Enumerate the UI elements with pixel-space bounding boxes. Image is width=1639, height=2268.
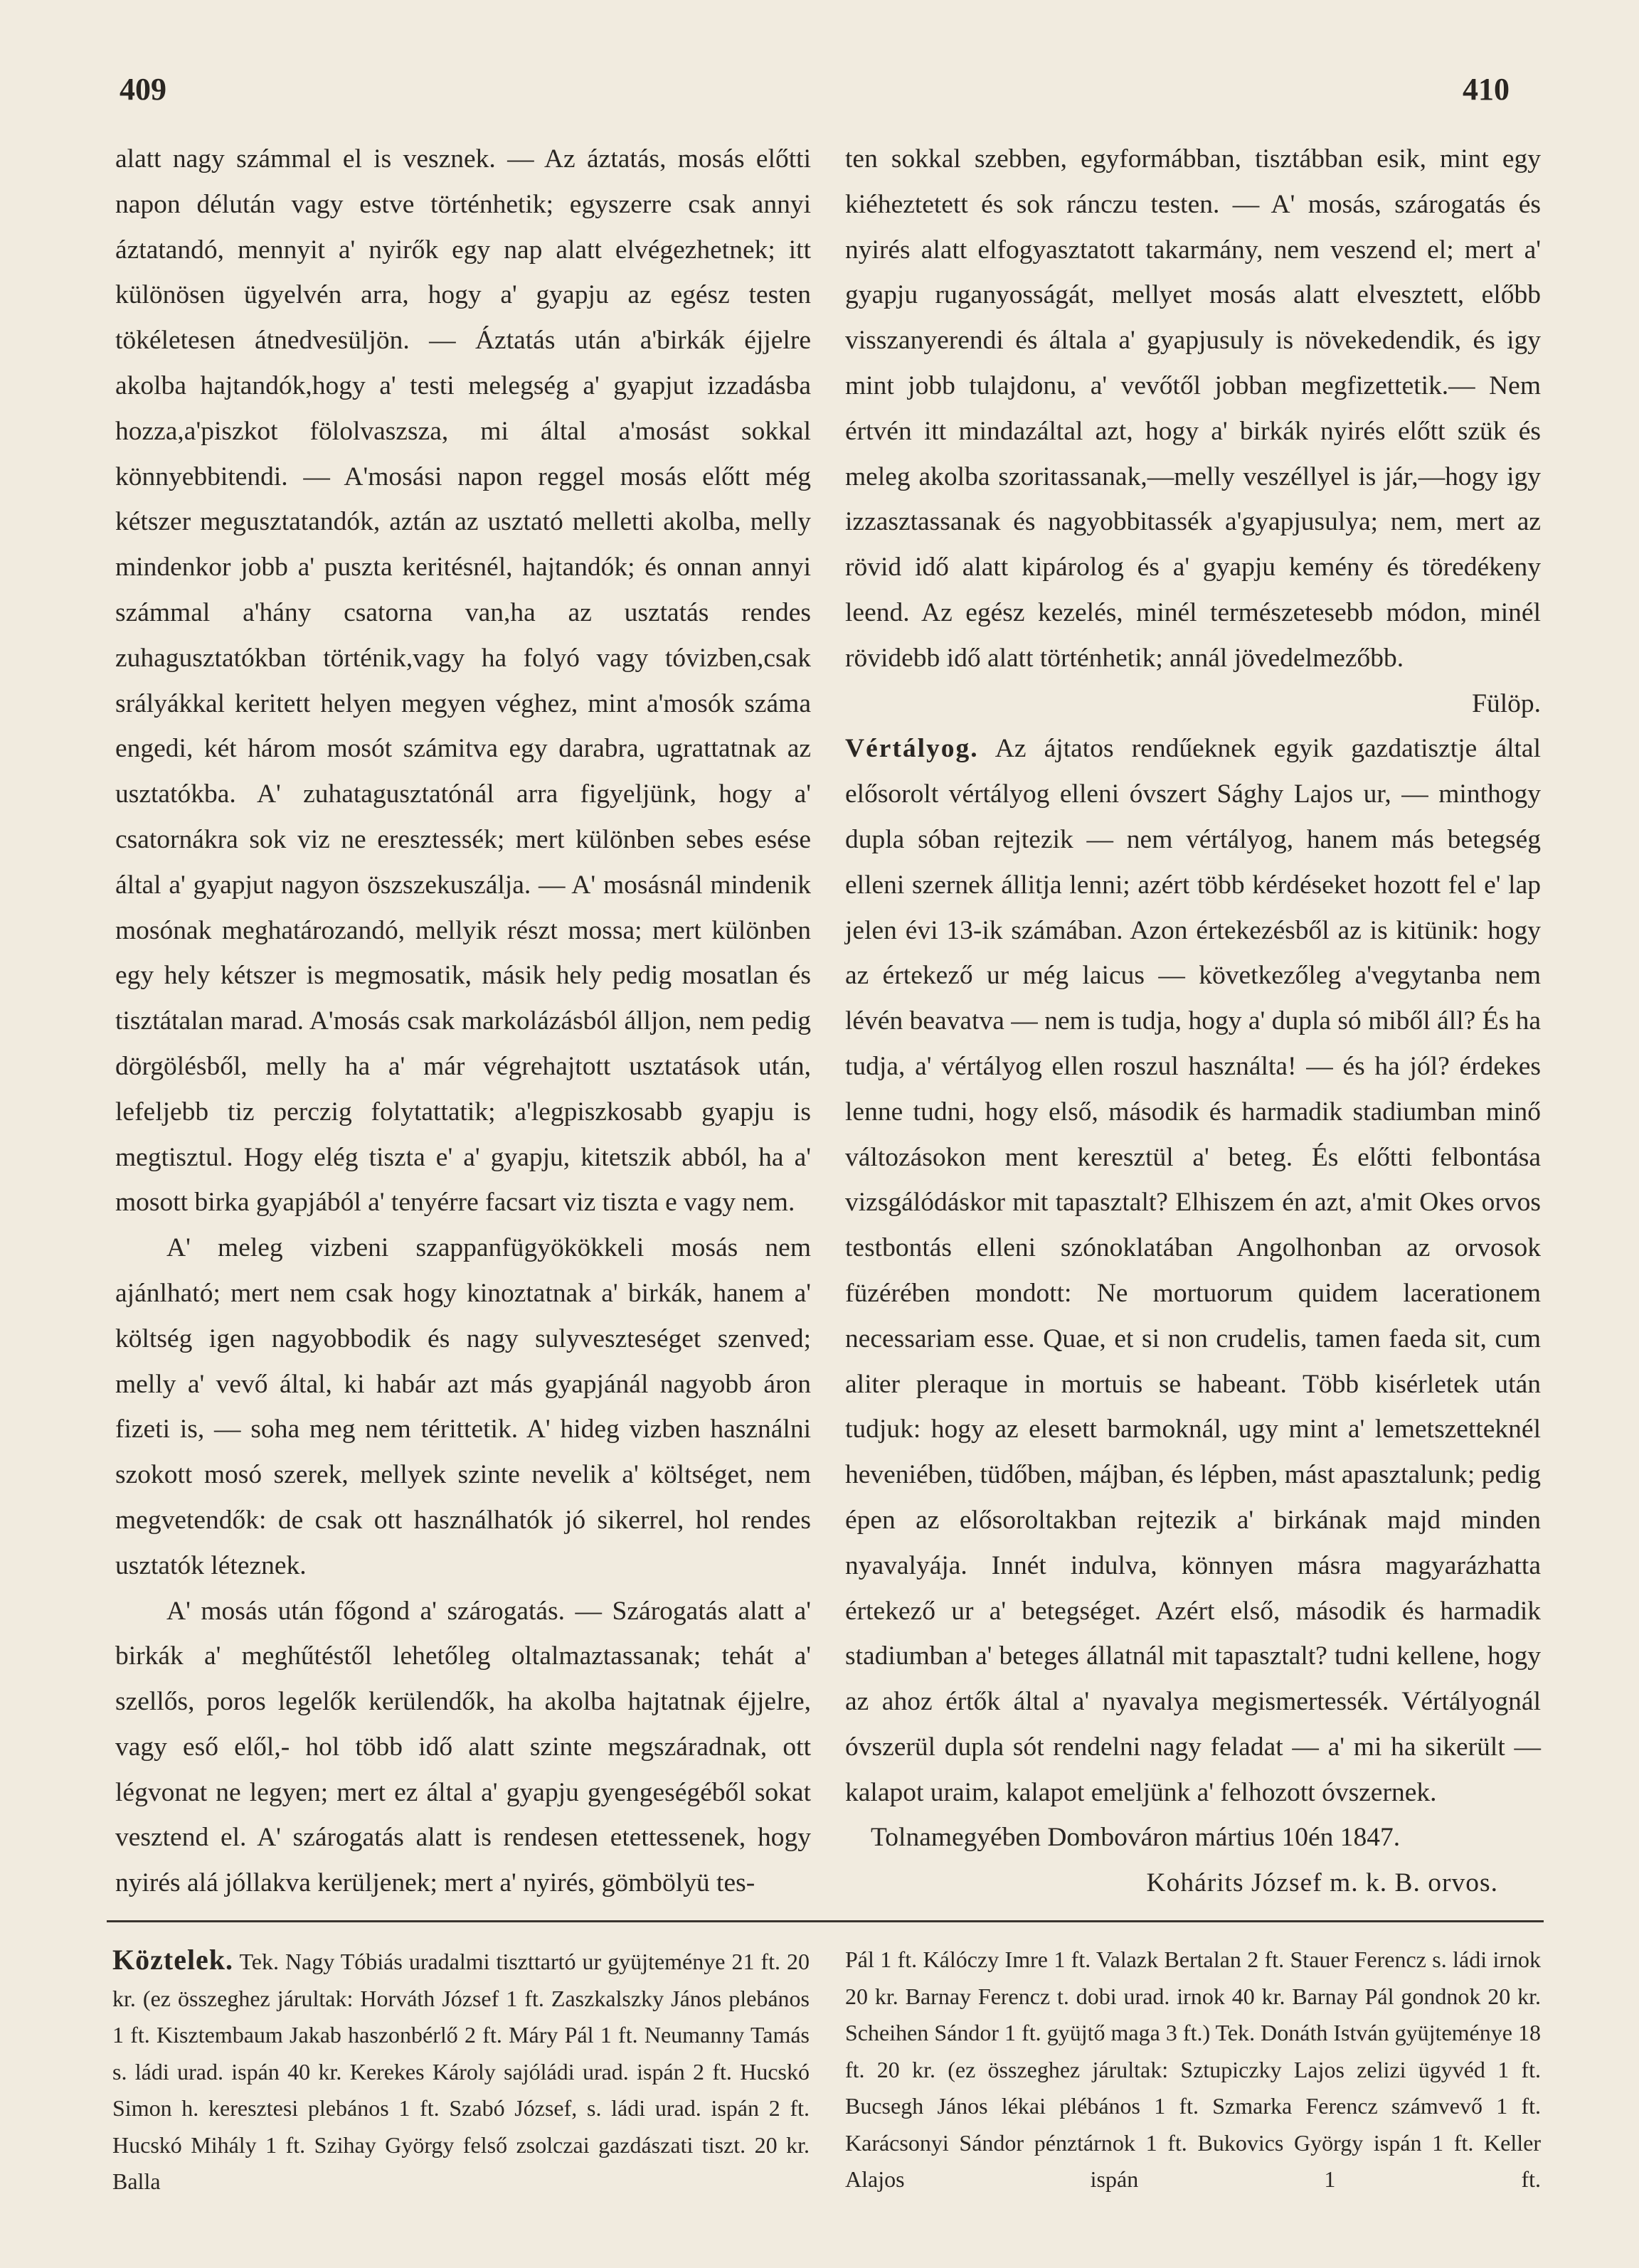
vertalyog-text: Az ájtatos rendűeknek egyik gazdatisztje által elősorolt vértályog elleni óvszert Sághy Lajos ur, — minthogy dupla sóban rejtezik — nem vértályog, hanem más betegség elleni szernek állitja lenni; azért több kérdéseket hozott fel e' lap jelen évi 13-ik számában. Azon értekezésből az is kitünik: hogy az értekező ur még laicus — következőleg a'vegytanba nem lévén beavatva — nem is tudja, hogy a' dupla só miből áll? És ha tudja, a' vértályog ellen roszul használta! — és ha jól? érdekes lenne tudni, hogy első, második és harmadik stadiumban minő változásokon ment keresztül a' beteg. És előtti felbontása vizsgálódáskor mit tapasztalt? Elhiszem én azt, a'mit Okes orvos testbontás elleni szónoklatában Angolhonban az orvosok füzérében mondott: Ne mortuorum quidem lacerationem necessariam esse. Quae, et si non crudelis, tamen faeda sit, cum aliter pleraque in mortuis se habeant. Több kisérletek után tudjuk: hogy az elesett barmoknál, ugy mint a' lemetszetteknél heveniében, tüdőben, májban, és lépben, mást apasztalunk; pedig épen az elősoroltakban rejtezik a' birkának majd minden nyavalyája. Innét indulva, könnyen másra magyarázhatta értekező ur a' betegséget. Azért első, második és harmadik stadiumban a' beteges állatnál mit tapasztalt? tudni kellene, hogy az ahoz értők által a' nyavalya megismertessék. Vértályognál óvszerül dupla sót rendelni nagy feladat — a' mi ha sikerült — kalapot uraim, kalapot emeljünk a' felhozott óvszernek. [845, 734, 1541, 1807]
koztelek-left [112, 1942, 810, 2200]
left-paragraph-1: alatt nagy számmal el is vesznek. — Az áztatás, mosás előtti napon délután vagy estve történhetik; egyszerre csak annyi áztatandó, mennyit a' nyirők egy nap alatt elvégezhetnek; itt különösen ügyelvén arra, hogy a' gyapju az egész testen tökéletesen átnedvesüljön. — Áztatás után a'birkák éjjelre akolba hajtandók,hogy a' testi melegség a' gyapjut izzadásba hozza,a'piszkot fölolvaszsza, mi által a'mosást sokkal könnyebbitendi. — A'mosási napon reggel mosás előtt még kétszer megusztatandók, aztán az usztató melletti akolba, melly mindenkor jobb a' puszta keritésnél, hajtandók; és onnan annyi számmal a'hány csatorna van,ha az usztatás rendes zuhagusztatókban történik,vagy ha folyó vagy tóvizben,csak srályákkal keritett helyen megyen véghez, mint a'mosók száma engedi, két három mosót számitva egy darabra, ugrattatnak az usztatókba. A' zuhatagusztatónál arra figyeljünk, hogy a' csatornákra sok viz ne eresztessék; mert különben sebes esése által a' gyapjut nagyon öszszekuszálja. — A' mosásnál mindenik mosónak meghatározandó, mellyik részt mossa; mert különben egy hely kétszer is megmosatik, másik hely pedig mosatlan és tisztátalan marad. A'mosás csak markolázásból álljon, nem pedig dörgölésből, melly ha a' már végrehajtott usztatások után, lefeljebb tiz perczig folytattatik; a'legpiszkosabb gyapju is megtisztul. Hogy elég tiszta e' a' gyapju, kitetszik abból, ha a' mosott birka gyapjából a' tenyérre facsart viz tiszta e vagy nem. [115, 144, 811, 1218]
page-number-right: 410 [1463, 72, 1510, 107]
koztelek-heading: Köztelek. [112, 1944, 234, 1976]
signature-fulop: Fülöp. [1472, 688, 1541, 718]
koztelek-right-text: Pál 1 ft. Kálóczy Imre 1 ft. Valazk Bertalan 2 ft. Stauer Ferencz s. ládi irnok 20 kr. Barnay Ferencz t. dobi urad. irnok 40 kr. Barnay Pál gondnok 20 kr. Scheihen Sándor 1 ft. gyüjtő maga 3 ft.) Tek. Donáth István gyüjteménye 18 ft. 20 kr. (ez összeghez járultak: Sztupiczky Lajos zelizi ügyvéd 1 ft. Bucsegh János lékai plébános 1 ft. Szmarka Ferencz számvevő 1 ft. Karácsonyi Sándor pénztárnok 1 ft. Bukovics György ispán 1 ft. Keller Alajos ispán 1 ft. [845, 1947, 1541, 2192]
koztelek-right [845, 1942, 1541, 2198]
right-paragraph-1: ten sokkal szebben, egyformábban, tisztábban esik, mint egy kiéheztetett és sok ránczu testen. — A' mosás, szárogatás és nyirés alatt elfogyasztatott takarmány, nem veszend el; mert a' gyapju ruganyosságát, mellyet mosás alatt elvesztett, előbb visszanyerendi és általa a' gyapjusuly is növekedendik, és igy mint jobb tulajdonu, a' vevőtől jobban megfizettetik.— Nem értvén itt mindazáltal azt, hogy a' birkák nyirés előtt szük és meleg akolba szoritassanak,—melly veszéllyel is jár,—hogy igy izzasztassanak és nagyobbitassék a'gyapjusulya; nem, mert az rövid idő alatt kipárolog és a' gyapju kemény és töredékeny leend. Az egész kezelés, minél természetesebb módon, minél rövidebb idő alatt történhetik; annál jövedelmezőbb. [845, 144, 1541, 673]
place-date: Tolnamegyében Dombováron mártius 10én 1847. [871, 1823, 1401, 1853]
vertalyog-heading: Vértályog. [845, 734, 979, 764]
section-divider [107, 1920, 1544, 1922]
author-signature: Kohárits József m. k. B. orvos. [1146, 1868, 1498, 1898]
left-paragraph-2: A' meleg vizbeni szappanfügyökökkeli mosás nem ajánlható; mert nem csak hogy kinoztatnak a' birkák, hanem a' költség igen nagyobbodik és nagy sulyveszteséget szenved; melly a' vevő által, ki habár azt más gyapjánál nagyobb áron fizeti is, — soha meg nem térittetik. A' hideg vizben használni szokott mosó szerek, mellyek szinte nevelik a' költséget, nem megvetendők: de csak ott használhatók jó sikerrel, hol rendes usztatók léteznek. [115, 1233, 811, 1580]
left-paragraph-3: A' mosás után főgond a' szárogatás. — Szárogatás alatt a' birkák a' meghűtéstől lehetőleg oltalmaztassanak; tehát a' szellős, poros legelők kerülendők, ha akolba hajtatnak éjjelre, vagy eső elől,- hol több idő alatt szinte megszáradnak, ott légvonat ne legyen; mert ez által a' gyapju gyengeségéből sokat vesztend el. A' szárogatás alatt is rendesen etettessenek, hogy nyirés alá jóllakva kerüljenek; mert a' nyirés, gömbölyü tes- [115, 1596, 811, 1898]
koztelek-left-text: Tek. Nagy Tóbiás uradalmi tiszttartó ur gyüjteménye 21 ft. 20 kr. (ez összeghez járultak: Horváth József 1 ft. Zaszkalszky János plebános 1 ft. Kisztembaum Jakab haszonbérlő 2 ft. Máry Pál 1 ft. Neumanny Tamás s. ládi urad. ispán 40 kr. Kerekes Károly sajóládi urad. ispán 2 ft. Hucskó Simon h. keresztesi plebános 1 ft. Szabó József, s. ládi urad. ispán 2 ft. Hucskó Mihály 1 ft. Szihay György felső zsolczai gazdászati tiszt. 20 kr. Balla [112, 1949, 810, 2194]
left-column [115, 137, 811, 1906]
page-number-left: 409 [120, 72, 166, 107]
right-column [845, 137, 1541, 1906]
vertalyog-article [845, 726, 1541, 1815]
